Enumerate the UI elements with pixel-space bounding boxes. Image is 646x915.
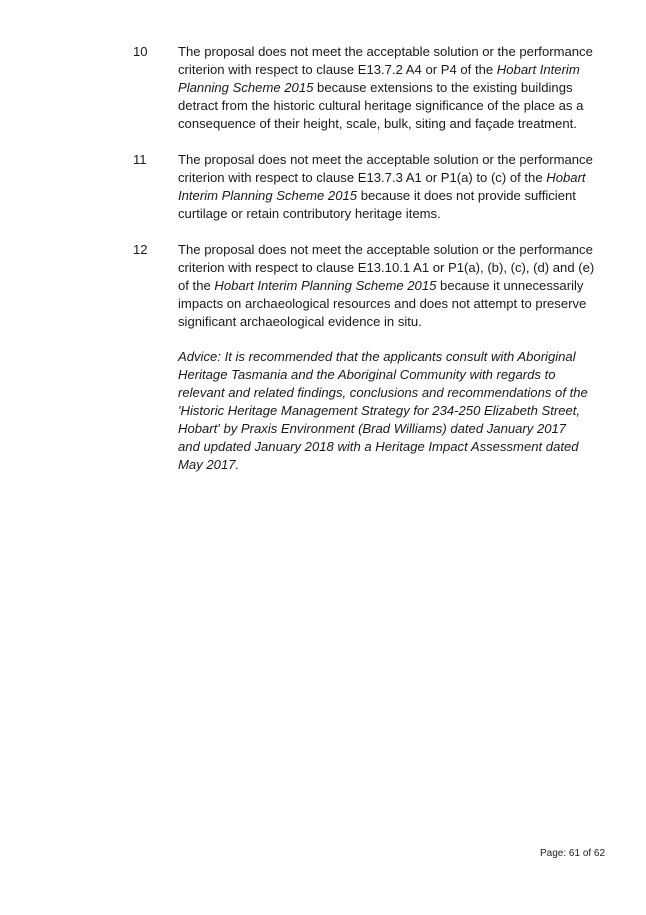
text-run: The proposal does not meet the acceptable solution or the performance bbox=[178, 44, 593, 59]
clause-number: 10 bbox=[133, 44, 148, 59]
clause-line bbox=[178, 79, 593, 97]
advice-line: 'Historic Heritage Management Strategy for 234-250 Elizabeth Street, bbox=[178, 403, 581, 418]
advice-line: Hobart' by Praxis Environment (Brad Williams) dated January 2017 bbox=[178, 421, 567, 436]
italic-citation: Hobart bbox=[546, 170, 586, 185]
clause-line bbox=[178, 313, 593, 331]
text-run: detract from the historic cultural heritage significance of the place as a bbox=[178, 98, 584, 113]
clause-line bbox=[178, 169, 593, 187]
advice-line: Heritage Tasmania and the Aboriginal Community with regards to bbox=[178, 367, 556, 382]
clause-line bbox=[178, 277, 593, 295]
clause-number: 12 bbox=[133, 242, 148, 257]
clause-text bbox=[178, 241, 593, 331]
clause-12 bbox=[133, 241, 593, 331]
text-run: criterion with respect to clause E13.7.2 A4 or P4 of the bbox=[178, 62, 497, 77]
clause-text bbox=[178, 151, 593, 223]
advice-line: relevant and related findings, conclusions and recommendations of the bbox=[178, 385, 588, 400]
clause-line bbox=[178, 187, 593, 205]
text-run: The proposal does not meet the acceptable solution or the performance bbox=[178, 242, 593, 257]
clause-line bbox=[178, 259, 593, 277]
italic-citation: Hobart Interim Planning Scheme 2015 bbox=[214, 278, 437, 293]
clause-line bbox=[178, 97, 593, 115]
text-run: curtilage or retain contributory heritage items. bbox=[178, 206, 441, 221]
text-run: criterion with respect to clause E13.7.3 A1 or P1(a) to (c) of the bbox=[178, 170, 547, 185]
text-run: because extensions to the existing buildings bbox=[313, 80, 573, 95]
page-number: Page: 61 of 62 bbox=[540, 848, 606, 859]
clause-line bbox=[178, 295, 593, 313]
clause-line bbox=[178, 241, 593, 259]
clause-10 bbox=[133, 43, 593, 133]
text-run: significant archaeological evidence in situ. bbox=[178, 314, 422, 329]
text-run: criterion with respect to clause E13.10.1 A1 or P1(a), (b), (c), (d) and (e) bbox=[178, 260, 595, 275]
text-run: consequence of their height, scale, bulk, siting and façade treatment. bbox=[178, 116, 577, 131]
italic-citation: Planning Scheme 2015 bbox=[178, 80, 314, 95]
italic-citation: Hobart Interim bbox=[496, 62, 580, 77]
text-run: The proposal does not meet the acceptable solution or the performance bbox=[178, 152, 593, 167]
clause-line bbox=[178, 205, 593, 223]
text-run: because it unnecessarily bbox=[436, 278, 584, 293]
clause-number: 11 bbox=[133, 152, 147, 167]
clause-text bbox=[178, 43, 593, 133]
text-run: impacts on archaeological resources and does not attempt to preserve bbox=[178, 296, 587, 311]
text-run: of the bbox=[178, 278, 215, 293]
clause-11 bbox=[133, 151, 593, 223]
advice-paragraph bbox=[178, 348, 594, 474]
advice-line: May 2017. bbox=[178, 457, 240, 472]
advice-line: and updated January 2018 with a Heritage Impact Assessment dated bbox=[178, 439, 579, 454]
clause-line bbox=[178, 151, 593, 169]
text-run: because it does not provide sufficient bbox=[357, 188, 576, 203]
clause-line bbox=[178, 115, 593, 133]
clause-line bbox=[178, 61, 593, 79]
italic-citation: Interim Planning Scheme 2015 bbox=[178, 188, 358, 203]
advice-line: Advice: It is recommended that the applicants consult with Aboriginal bbox=[178, 349, 576, 364]
clause-line bbox=[178, 43, 593, 61]
